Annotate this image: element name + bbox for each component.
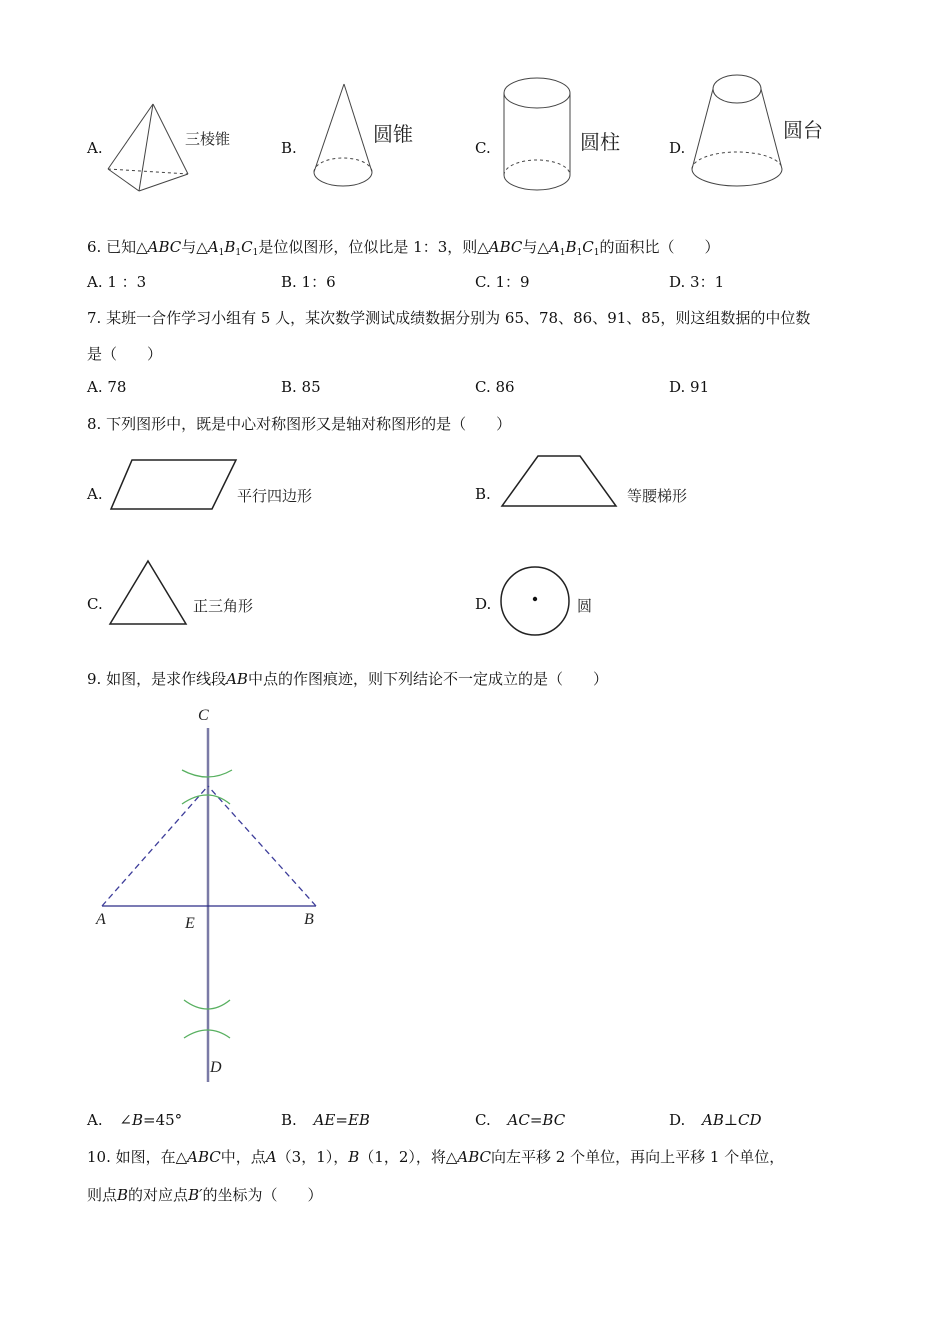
question-8-stem: 8. 下列图形中，既是中心对称图形又是轴对称图形的是（ ）: [87, 415, 512, 433]
q7-option-b[interactable]: B. 85: [281, 378, 321, 396]
q5-option-d-caption: 圆台: [783, 118, 823, 142]
question-10-stem-line2: 则点B的对应点B′的坐标为（ ）: [87, 1186, 323, 1204]
label-a: A: [96, 911, 106, 928]
q9-option-a[interactable]: A. ∠B=45°: [87, 1111, 183, 1129]
frustum-figure: [688, 72, 788, 192]
q8-option-b-caption: 等腰梯形: [627, 487, 688, 505]
cylinder-figure: [500, 75, 576, 197]
cone-figure: [310, 80, 380, 195]
q8-option-b-letter: B.: [475, 485, 491, 503]
midpoint-construction-figure: [90, 700, 340, 1090]
q5-option-c-caption: 圆柱: [580, 130, 620, 154]
q5-option-b-letter: B.: [281, 139, 297, 157]
q9-option-c[interactable]: C. AC=BC: [475, 1111, 566, 1129]
label-b: B: [304, 911, 314, 928]
question-7-stem-line2: 是（ ）: [87, 345, 163, 363]
question-6-stem: 6. 已知△ABC与$\triangle A_1B_1C_1$是位似图形，位似比是 1：3，则△ABC与$\triangle A_1B_1C_1$的面积比（ ）: [87, 238, 720, 258]
q8-option-d-caption: 圆: [577, 597, 593, 615]
q5-option-d-letter: D.: [669, 139, 686, 157]
q5-option-a-caption: 三棱锥: [185, 130, 231, 148]
question-7-stem-line1: 7. 某班一合作学习小组有 5 人，某次数学测试成绩数据分别为 65、78、86、91、85，则这组数据的中位数: [87, 309, 811, 327]
q8-option-a-caption: 平行四边形: [237, 487, 313, 505]
q5-option-a-letter: A.: [87, 139, 103, 157]
equilateral-triangle-figure: [108, 558, 190, 628]
q7-option-d[interactable]: D. 91: [669, 378, 710, 396]
circle-figure: [498, 564, 572, 638]
label-d: D: [210, 1059, 222, 1076]
q6-option-d[interactable]: D. 3：1: [669, 273, 725, 291]
q7-option-c[interactable]: C. 86: [475, 378, 515, 396]
q6-option-c[interactable]: C. 1：9: [475, 273, 530, 291]
label-c: C: [198, 707, 209, 724]
q8-option-c-letter: C.: [87, 595, 103, 613]
q6-option-a[interactable]: A. 1 ：3: [87, 273, 147, 291]
question-10-stem-line1: 10. 如图，在△ABC中，点A（3，1），B（1，2），将△ABC向左平移 2 个单位，再向上平移 1 个单位，: [87, 1148, 785, 1166]
q5-option-b-caption: 圆锥: [373, 122, 413, 146]
q8-option-a-letter: A.: [87, 485, 103, 503]
q8-option-d-letter: D.: [475, 595, 492, 613]
parallelogram-figure: [108, 458, 240, 514]
q6-number: 6.: [87, 238, 102, 256]
q9-option-d[interactable]: D. AB⊥CD: [669, 1111, 762, 1129]
q7-option-a[interactable]: A. 78: [87, 378, 127, 396]
isosceles-trapezoid-figure: [500, 454, 620, 510]
label-e: E: [185, 915, 195, 932]
q5-option-c-letter: C.: [475, 139, 491, 157]
question-9-stem: 9. 如图，是求作线段AB中点的作图痕迹，则下列结论不一定成立的是（ ）: [87, 670, 608, 688]
q6-option-b[interactable]: B. 1：6: [281, 273, 336, 291]
q8-option-c-caption: 正三角形: [193, 597, 254, 615]
q9-option-b[interactable]: B. AE=EB: [281, 1111, 370, 1129]
